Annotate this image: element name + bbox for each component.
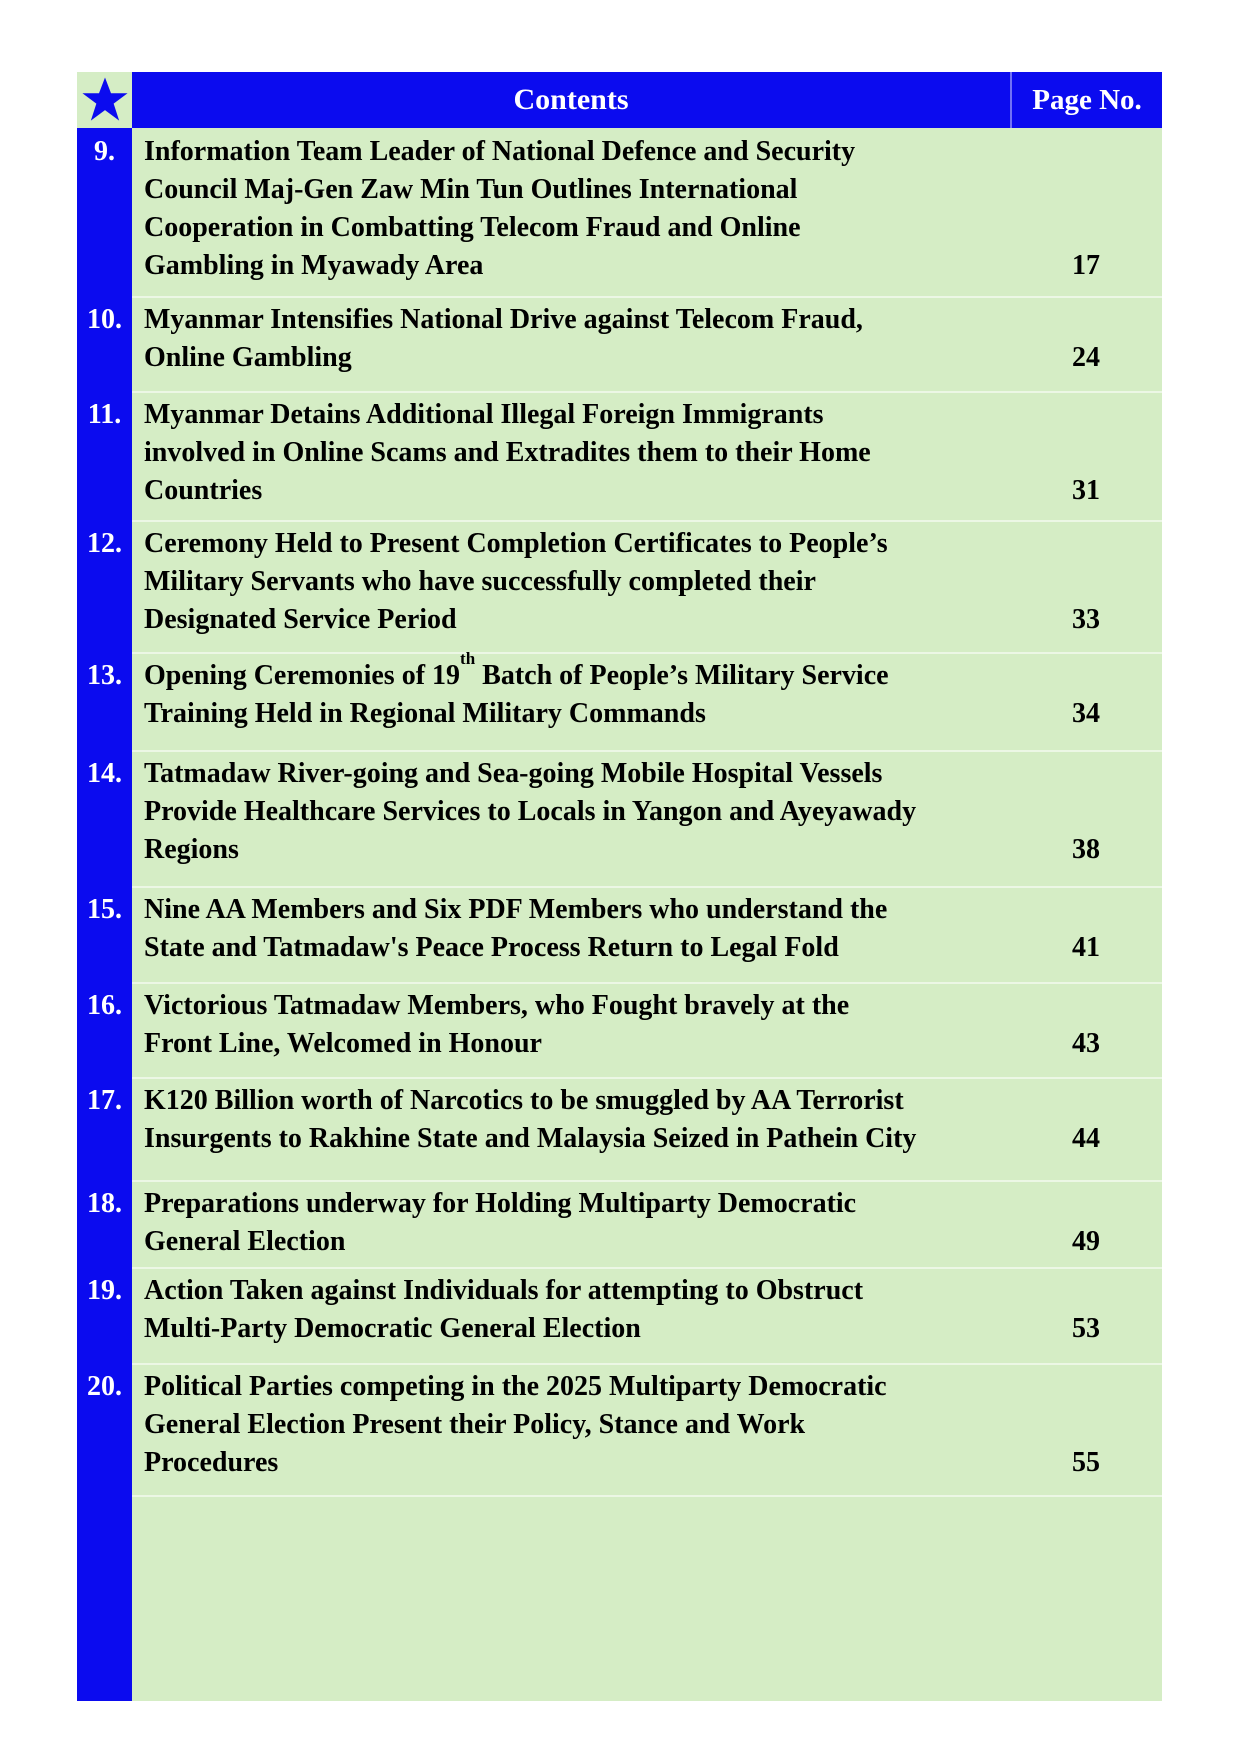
toc-title-line: involved in Online Scams and Extradites them to their Home [144,437,871,468]
toc-item-number: 20. [87,1371,122,1402]
toc-title-line: Training Held in Regional Military Commands [144,698,706,729]
row-separator [132,750,1162,752]
toc-title-line: Nine AA Members and Six PDF Members who understand the [144,894,888,925]
row-separator [132,1267,1162,1269]
toc-item-page: 44 [1072,1123,1100,1154]
contents-table [77,72,1162,1701]
toc-item-page: 43 [1072,1028,1100,1059]
toc-title-line: Action Taken against Individuals for attempting to Obstruct [144,1275,864,1306]
toc-title-line: Insurgents to Rakhine State and Malaysia Seized in Pathein City [144,1123,917,1154]
toc-title-line: Designated Service Period [144,604,457,635]
row-separator [132,1180,1162,1182]
toc-item-number: 18. [87,1188,122,1219]
toc-title-line: Tatmadaw River-going and Sea-going Mobile Hospital Vessels [144,758,883,789]
star-icon [81,75,129,125]
row-separator [132,886,1162,888]
toc-title-line: Information Team Leader of National Defence and Security [144,136,856,167]
toc-row [77,1363,1162,1495]
toc-item-title [132,649,1010,750]
toc-item-title [132,982,1010,1077]
toc-row [77,1180,1162,1267]
toc-item-title [132,128,1010,296]
toc-title-line: Myanmar Detains Additional Illegal Foreign Immigrants [144,399,824,430]
toc-title-line: Political Parties competing in the 2025 Multiparty Democratic [144,1371,887,1402]
empty-filler-row [77,1495,1162,1701]
star-cell [77,72,132,128]
toc-item-number: 9. [94,136,115,167]
row-separator [132,1363,1162,1365]
toc-title-line: Myanmar Intensifies National Drive against Telecom Fraud, [144,304,863,335]
toc-item-page: 49 [1072,1226,1100,1257]
toc-title-line: Procedures [144,1447,279,1478]
toc-item-page: 17 [1072,250,1100,281]
toc-item-number: 19. [87,1275,122,1306]
toc-item-title [132,1180,1010,1267]
toc-item-page: 53 [1072,1313,1100,1344]
toc-item-number: 16. [87,990,122,1021]
toc-item-number: 13. [87,660,122,691]
toc-title-line: Front Line, Welcomed in Honour [144,1028,542,1059]
contents-header-label: Contents [513,83,629,116]
toc-title-line: Military Servants who have successfully completed their [144,566,816,597]
toc-title-line: Online Gambling [144,342,352,373]
toc-item-title [132,886,1010,982]
row-separator [132,296,1162,298]
row-separator [132,652,1162,654]
toc-title-line: State and Tatmadaw's Peace Process Return to Legal Fold [144,932,839,963]
toc-item-number: 14. [87,758,122,789]
toc-item-title [132,1077,1010,1180]
toc-item-page: 41 [1072,932,1100,963]
toc-item-title [132,1363,1010,1495]
toc-row [77,128,1162,296]
toc-title-line: Victorious Tatmadaw Members, who Fought bravely at the [144,990,850,1021]
toc-title-line: Provide Healthcare Services to Locals in Yangon and Ayeyawady [144,796,917,827]
toc-item-number: 12. [87,528,122,559]
toc-item-number: 11. [87,399,122,430]
toc-item-title [132,750,1010,886]
toc-item-page: 24 [1072,342,1100,373]
toc-item-number: 15. [87,894,122,925]
toc-title-line: K120 Billion worth of Narcotics to be smuggled by AA Terrorist [144,1085,904,1116]
toc-item-page: 55 [1072,1447,1100,1478]
toc-title-line: Preparations underway for Holding Multiparty Democratic [144,1188,857,1219]
toc-row [77,296,1162,391]
superscript: th [460,649,476,669]
toc-row [77,1267,1162,1363]
toc-item-title [132,296,1010,391]
row-separator [132,982,1162,984]
toc-item-title [132,1267,1010,1363]
toc-title-line: Ceremony Held to Present Completion Certificates to People’s [144,528,888,559]
toc-item-title [132,391,1010,520]
toc-row [77,886,1162,982]
row-separator [132,1495,1162,1497]
toc-title-line: Countries [144,475,263,506]
toc-item-number: 17. [87,1085,122,1116]
toc-item-title [132,520,1010,652]
toc-item-page: 38 [1072,834,1100,865]
toc-row [77,982,1162,1077]
page-no-header-cell [1010,72,1162,128]
toc-item-page: 31 [1072,475,1100,506]
toc-title-line: General Election [144,1226,346,1257]
row-separator [132,1077,1162,1079]
toc-row [77,649,1162,750]
toc-item-number: 10. [87,304,122,335]
row-separator [132,391,1162,393]
toc-title-line: Multi-Party Democratic General Election [144,1313,641,1344]
toc-body [77,128,1162,1701]
toc-row [77,1077,1162,1180]
toc-item-page: 33 [1072,604,1100,635]
row-separator [132,520,1162,522]
toc-row [77,391,1162,520]
toc-title-line: Opening Ceremonies of 19th Batch of People’s Military Service [144,649,889,691]
toc-title-line: General Election Present their Policy, Stance and Work [144,1409,806,1440]
toc-item-page: 34 [1072,698,1100,729]
toc-title-line: Cooperation in Combatting Telecom Fraud and Online [144,212,801,243]
toc-row [77,520,1162,652]
table-header [77,72,1162,128]
toc-title-line: Council Maj-Gen Zaw Min Tun Outlines International [144,174,798,205]
toc-row [77,750,1162,886]
page-no-header-label: Page No. [1032,83,1142,116]
contents-header-cell [132,72,1010,128]
toc-title-line: Regions [144,834,239,865]
toc-title-line: Gambling in Myawady Area [144,250,484,281]
